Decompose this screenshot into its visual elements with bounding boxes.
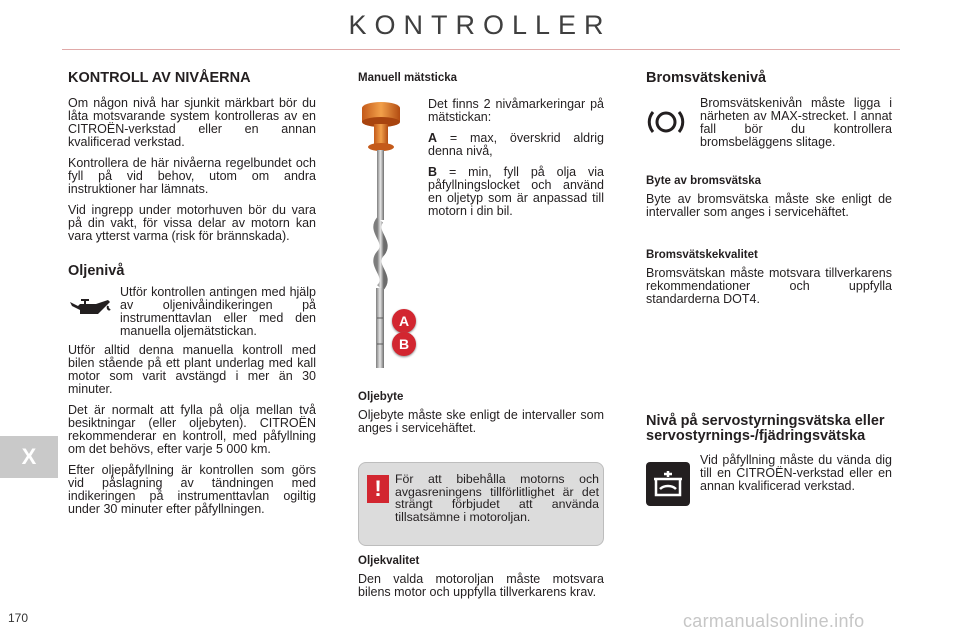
watermark: carmanualsonline.info [683,611,865,631]
oil-level-paragraph: Det är normalt att fylla på olja mellan två besiktningar (eller oljebyten). CITROËN rekommenderar en kontroll, med påfyllning om det behövs, efter varje 5 000 km. [68,403,316,456]
intro-paragraph: Kontrollera de här nivåerna regelbundet och fyll på vid behov, utom om andra instruktioner har lämnats. [68,156,316,196]
chapter-tab-label: X [21,444,37,469]
warning-icon [367,475,389,503]
dipstick-intro: Det finns 2 nivåmarkeringar på mätstickan: [428,97,604,124]
page-title: KONTROLLER [348,10,612,40]
brake-fluid-icon-row [646,97,892,149]
brake-change-text: Byte av bromsvätska måste ske enligt de intervaller som anges i servicehäftet. [646,192,892,219]
oil-change-section [358,391,604,443]
mark-a-letter: A [428,131,438,145]
dipstick-marker-a-label: A [398,313,410,329]
brake-warning-icon [646,97,700,140]
section-heading-brake-fluid: Bromsvätskenivå [646,70,767,86]
oil-change-text: Oljebyte måste ske enligt de intervaller som anges i servicehäftet. [358,408,604,435]
steering-fluid-section [646,414,892,506]
oil-level-icon-row [68,286,316,338]
mark-b-text: = min, fyll på olja via påfyllningslocket och använd en oljetyp som är anpassad till motorn i din bil. [428,165,604,218]
dipstick-marker-a [392,309,416,333]
section-heading-steering-fluid: Nivå på servostyrningsvätska eller servostyrnings-/fjädringsvätska [646,413,885,444]
warning-text: För att bibehålla motorns och avgasreningens tillförlitlighet är det strängt förbjudet att använda tillsatsämne i motoroljan. [395,472,599,524]
warning-box [358,462,604,546]
dipstick-marker-b-label: B [398,336,410,352]
section-heading-brake-quality: Bromsvätskekvalitet [646,249,758,261]
oil-quality-section [358,555,604,607]
brake-fluid-icon-text: Bromsvätskenivån måste ligga i närheten av MAX-strecket. I annat fall bör du kontrollera bromsbeläggens slitage. [700,96,892,149]
section-heading-dipstick: Manuell mätsticka [358,72,458,84]
warning-icon-glyph: ! [374,476,382,501]
section-heading-oil-level: Oljenivå [68,263,125,279]
brake-quality-text: Bromsvätskan måste motsvara tillverkarens rekommendationer och uppfylla standarderna DOT4. [646,266,892,306]
column-left [68,72,316,524]
section-heading-oil-quality: Oljekvalitet [358,555,420,567]
dipstick-marker-b [392,332,416,356]
intro-paragraph: Vid ingrepp under motorhuven bör du vara på din vakt, för vissa delar av motorn kan vara ytterst varma (risk för brännskada). [68,203,316,243]
mark-b-letter: B [428,165,438,179]
oil-level-paragraph: Utför alltid denna manuella kontroll med bilen stående på ett plant underlag med kall motor som varit avstängd i mer än 30 minuter. [68,343,316,396]
oil-level-icon-text: Utför kontrollen antingen med hjälp av oljenivåindikeringen på instrumenttavlan eller med den manuella oljemätstickan. [120,285,316,338]
intro-paragraph: Om någon nivå har sjunkit märkbart bör du låta motsvarande system kontrolleras av en CITROËN-verkstad eller en annan kvalificerad verkstad. [68,96,316,149]
oil-level-paragraph: Efter oljepåfyllning är kontrollen som görs vid påslagning av tändningen med indikeringen på instrumenttavlan ogiltig under 30 minuter efter påfyllningen. [68,463,316,516]
section-heading-oil-change: Oljebyte [358,391,404,403]
chapter-tab [0,436,58,478]
dipstick-description [428,98,604,226]
section-heading-levels: KONTROLL AV NIVÅERNA [68,70,251,86]
steering-fluid-icon-row [646,454,892,506]
dipstick-mark-b [428,166,604,218]
dipstick-mark-a [428,132,604,158]
column-right [646,72,892,314]
section-heading-brake-change: Byte av bromsvätska [646,175,762,187]
dipstick-illustration [352,100,424,372]
page-number: 170 [8,611,29,625]
column-middle [358,72,604,97]
mark-a-text: = max, överskrid aldrig denna nivå, [428,131,604,158]
header-divider [62,49,900,50]
oil-quality-text: Den valda motoroljan måste motsvara bilens motor och uppfylla tillverkarens krav. [358,572,604,599]
steering-fluid-icon [646,454,700,506]
oil-can-icon [68,286,120,325]
steering-fluid-icon-text: Vid påfyllning måste du vända dig till en CITROËN-verkstad eller en annan kvalificerad verkstad. [700,453,892,493]
